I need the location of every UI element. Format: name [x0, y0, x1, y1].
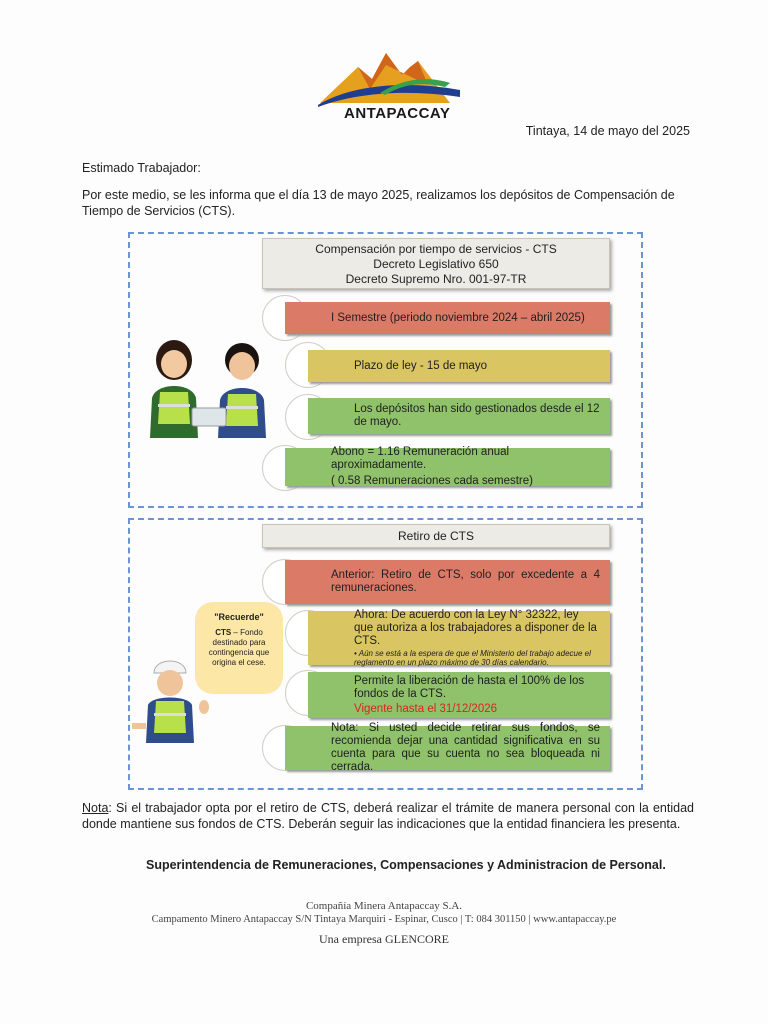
- cts-header-line-3: Decreto Supremo Nro. 001-97-TR: [345, 272, 527, 286]
- company-logo: [310, 45, 470, 125]
- letter-date: Tintaya, 14 de mayo del 2025: [525, 124, 690, 138]
- cts-item-plazo: Plazo de ley - 15 de mayo: [308, 350, 610, 382]
- cts-item-semestre: I Semestre (periodo noviembre 2024 – abril 2025): [285, 302, 610, 334]
- bubble-body: CTS – Fondo destinado para contingencia que origina el cese.: [208, 628, 270, 667]
- intro-paragraph: Por este medio, se les informa que el día 13 de mayo 2025, realizamos los depósitos de Compensación de Tiempo de Servicios (CTS).: [82, 188, 675, 218]
- footer-tagline: Una empresa GLENCORE: [319, 932, 449, 946]
- note-text: : Si el trabajador opta por el retiro de CTS, deberá realizar el trámite de manera personal con la entidad donde mantiene sus fondos de CTS. Deberán seguir las indicaciones que la entidad financiera les presenta.: [82, 801, 694, 831]
- workers-illustration: [134, 338, 284, 438]
- cts-header-line-2: Decreto Legislativo 650: [373, 257, 499, 271]
- logo-mountain-icon: [310, 45, 470, 107]
- retiro-item-ahora: Ahora: De acuerdo con la Ley N° 32322, ley que autoriza a los trabajadores a disponer de la CTS. • Aún se está a la espera de que el Ministerio del trabajo adecue el reglamento en un plazo máximo de 30 días calendario.: [308, 611, 610, 665]
- retiro-item-liberacion: Permite la liberación de hasta el 100% de los fondos de la CTS. Vigente hasta el 31/12/2026: [308, 672, 610, 718]
- note-label: Nota: [82, 801, 109, 815]
- note-paragraph: [82, 800, 694, 832]
- greeting: Estimado Trabajador:: [82, 161, 201, 175]
- logo-text: ANTAPACCAY: [344, 105, 451, 122]
- helmet-worker-illustration: [130, 655, 215, 743]
- cts-item-depositos: Los depósitos han sido gestionados desde el 12 de mayo.: [308, 398, 610, 434]
- bubble-title: "Recuerde": [214, 612, 264, 622]
- retiro-item-nota: Nota: Si usted decide retirar sus fondos, se recomienda dejar una cantidad significativa en su cuenta para que su cuenta no sea bloqueada ni cerrada.: [285, 726, 610, 770]
- retiro-header: Retiro de CTS: [262, 524, 610, 548]
- signature-line: Superintendencia de Remuneraciones, Compensaciones y Administracion de Personal.: [146, 858, 666, 872]
- footer-company: Compañía Minera Antapaccay S.A.: [305, 900, 463, 912]
- footer-address: Campamento Minero Antapaccay S/N Tintaya Marquiri - Espinar, Cusco | T: 084 301150 | www.antapaccay.pe: [151, 914, 617, 925]
- cts-item-abono: Abono = 1.16 Remuneración anual aproximadamente. ( 0.58 Remuneraciones cada semestre): [285, 448, 610, 486]
- cts-header: [262, 238, 610, 289]
- retiro-item-anterior: Anterior: Retiro de CTS, solo por excedente a 4 remuneraciones.: [285, 560, 610, 604]
- cts-header-line-1: Compensación por tiempo de servicios - CTS: [315, 242, 557, 256]
